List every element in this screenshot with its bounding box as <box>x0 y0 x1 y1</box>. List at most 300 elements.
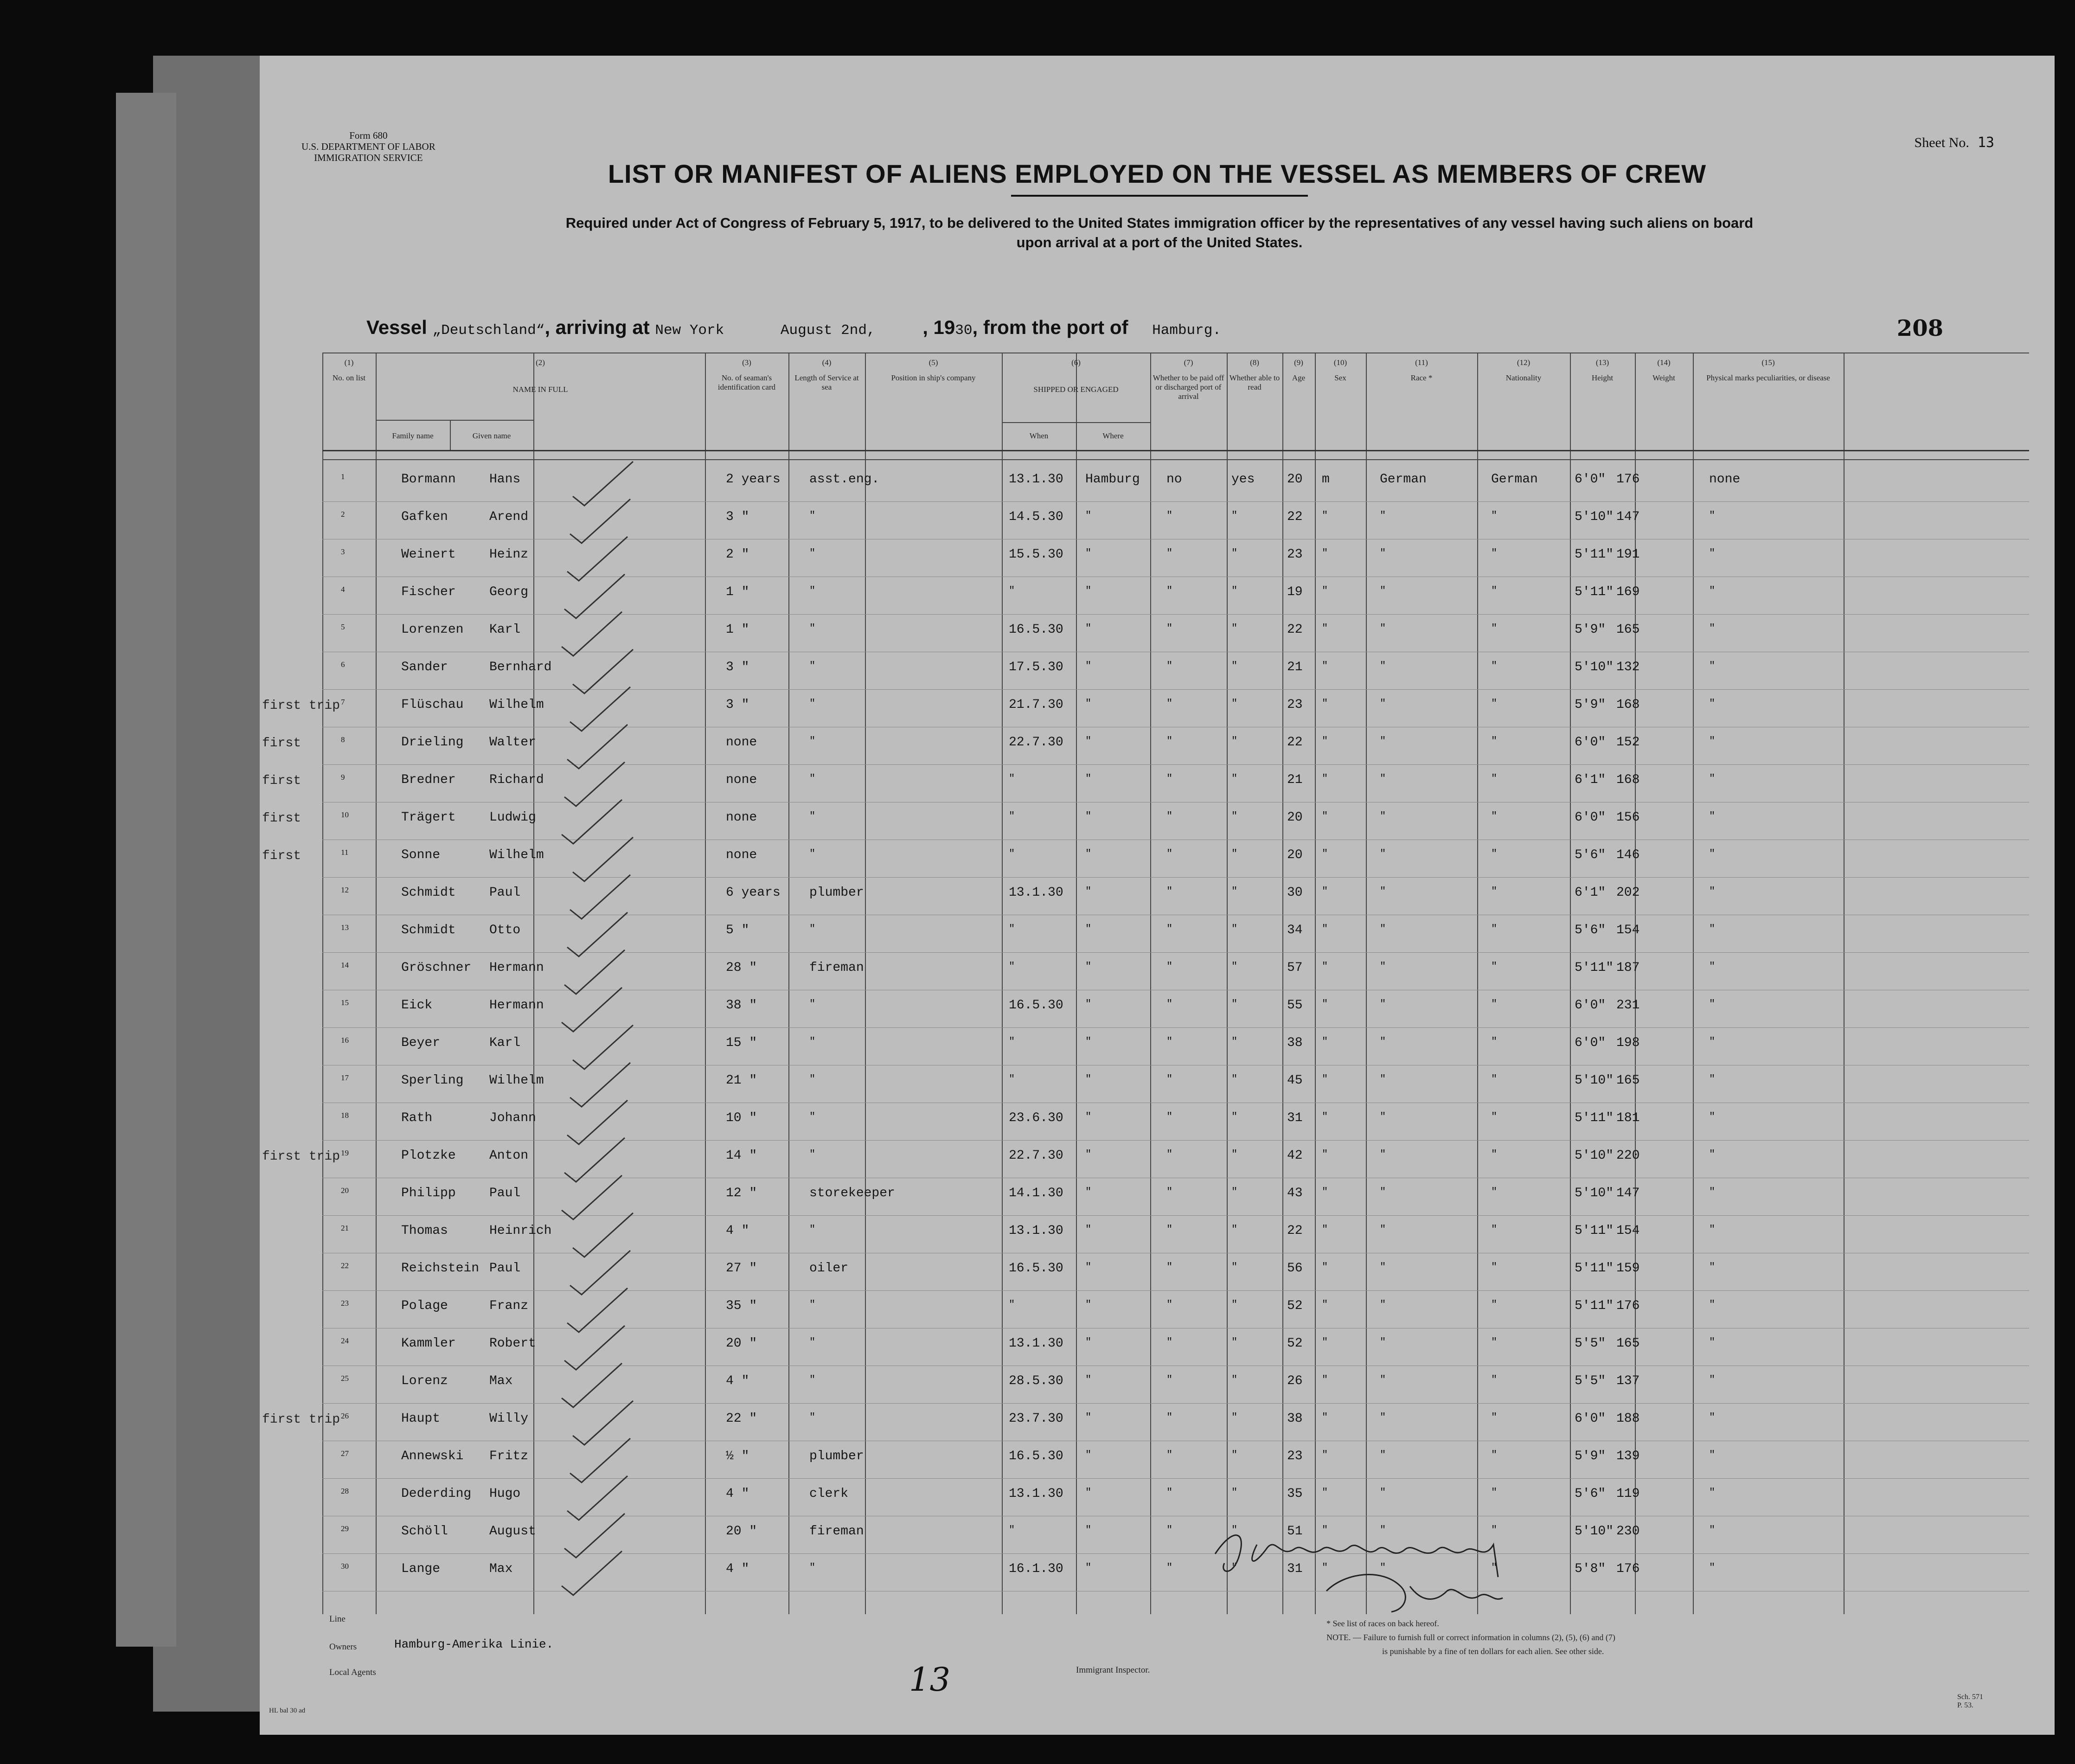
note-line-2: is punishable by a fine of ten dollars for each alien. See other side. <box>1382 1647 1604 1656</box>
cell-race: " <box>1380 698 1386 709</box>
schedule-code <box>1957 1693 1983 1710</box>
cell-position: " <box>809 923 816 935</box>
cell-given: Franz <box>489 1299 529 1313</box>
cell-marks: " <box>1709 810 1716 822</box>
cell-family: Trägert <box>401 810 456 825</box>
column-8-number: (8) <box>1250 358 1259 367</box>
cell-age: 21 <box>1287 773 1303 787</box>
cell-marks: " <box>1709 1562 1716 1573</box>
cell-no: 14 <box>341 961 349 969</box>
cell-height: 6'0" <box>1575 810 1606 825</box>
cell-age: 19 <box>1287 585 1303 599</box>
cell-family: Weinert <box>401 547 456 562</box>
cell-no: 27 <box>341 1449 349 1458</box>
cell-where: " <box>1085 773 1092 784</box>
cell-position: " <box>809 998 816 1010</box>
cell-weight: 165 <box>1616 622 1640 637</box>
cell-when: " <box>1009 961 1015 972</box>
cell-family: Bredner <box>401 773 456 787</box>
cell-age: 26 <box>1287 1374 1303 1388</box>
cell-sex: " <box>1322 923 1328 935</box>
cell-nationality: " <box>1491 510 1498 521</box>
cell-age: 43 <box>1287 1186 1303 1200</box>
cell-height: 6'0" <box>1575 998 1606 1013</box>
cell-marks: " <box>1709 1374 1716 1386</box>
cell-family: Gröschner <box>401 961 472 975</box>
cell-marks: " <box>1709 998 1716 1010</box>
cell-height: 5'10" <box>1575 660 1614 674</box>
cell-no: 3 <box>341 547 345 556</box>
cell-when: " <box>1009 1036 1015 1047</box>
cell-service: 4 " <box>726 1374 749 1388</box>
cell-race: " <box>1380 1299 1386 1310</box>
cell-marks: " <box>1709 547 1716 559</box>
arrival-date: August 2nd, <box>780 322 876 339</box>
cell-age: 51 <box>1287 1524 1303 1539</box>
cell-marks: " <box>1709 848 1716 860</box>
cell-paid: " <box>1166 1299 1173 1310</box>
cell-read: " <box>1231 735 1238 747</box>
cell-nationality: " <box>1491 735 1498 747</box>
schedule-line-1: Sch. 571 <box>1957 1693 1983 1701</box>
cell-position: " <box>809 735 816 747</box>
cell-age: 38 <box>1287 1411 1303 1426</box>
cell-position: " <box>809 1562 816 1573</box>
cell-marks: " <box>1709 660 1716 672</box>
cell-age: 22 <box>1287 1224 1303 1238</box>
column-divider <box>1570 353 1571 1614</box>
cell-marks: " <box>1709 1224 1716 1235</box>
cell-paid: " <box>1166 1073 1173 1085</box>
cell-sex: " <box>1322 1148 1328 1160</box>
arriving-label: , arriving at <box>544 316 650 338</box>
line-label: Line <box>329 1614 346 1624</box>
cell-height: 6'0" <box>1575 735 1606 750</box>
cell-paid: " <box>1166 1487 1173 1498</box>
cell-read: " <box>1231 1111 1238 1123</box>
column-divider <box>1227 353 1228 1614</box>
cell-no: 30 <box>341 1562 349 1571</box>
cell-marks: " <box>1709 1524 1716 1536</box>
cell-given: Heinrich <box>489 1224 552 1238</box>
margin-note: first <box>262 736 301 751</box>
cell-read: " <box>1231 698 1238 709</box>
year-prefix: , 19 <box>922 316 955 338</box>
margin-note: first <box>262 811 301 826</box>
cell-family: Schmidt <box>401 923 456 937</box>
cell-sex: " <box>1322 961 1328 972</box>
cell-service: 1 " <box>726 622 749 637</box>
cell-service: 27 " <box>726 1261 757 1276</box>
arriving-port: New York <box>655 322 724 339</box>
cell-read: " <box>1231 961 1238 972</box>
race-note: * See list of races on back hereof. <box>1326 1619 1439 1628</box>
cell-nationality: " <box>1491 1524 1498 1536</box>
cell-read: " <box>1231 810 1238 822</box>
cell-paid: " <box>1166 1562 1173 1573</box>
cell-service: none <box>726 848 757 862</box>
cell-nationality: " <box>1491 622 1498 634</box>
cell-height: 5'10" <box>1575 1524 1614 1539</box>
sheet-label: Sheet No. <box>1914 135 1969 150</box>
cell-where: " <box>1085 1562 1092 1573</box>
cell-sex: " <box>1322 998 1328 1010</box>
cell-height: 5'11" <box>1575 585 1614 599</box>
cell-given: Wilhelm <box>489 848 544 862</box>
cell-no: 25 <box>341 1374 349 1383</box>
owners-value: Hamburg-Amerika Linie. <box>394 1637 554 1651</box>
cell-weight: 147 <box>1616 510 1640 524</box>
cell-when: 16.5.30 <box>1009 998 1063 1013</box>
cell-height: 5'9" <box>1575 698 1606 712</box>
cell-no: 19 <box>341 1148 349 1157</box>
cell-marks: " <box>1709 1299 1716 1310</box>
cell-given: Max <box>489 1562 513 1576</box>
cell-family: Haupt <box>401 1411 441 1426</box>
column-7-label: Whether to be paid off or discharged port of arrival <box>1153 373 1224 401</box>
cell-where: " <box>1085 1449 1092 1461</box>
cell-sex: " <box>1322 698 1328 709</box>
cell-sex: " <box>1322 1562 1328 1573</box>
cell-nationality: " <box>1491 848 1498 860</box>
cell-where: " <box>1085 998 1092 1010</box>
cell-when: 21.7.30 <box>1009 698 1063 712</box>
column-14-number: (14) <box>1657 358 1671 367</box>
cell-height: 5'11" <box>1575 1111 1614 1125</box>
cell-race: " <box>1380 1036 1386 1047</box>
where-subheader: Where <box>1102 431 1124 440</box>
column-divider <box>1150 353 1151 1614</box>
cell-given: Wilhelm <box>489 1073 544 1088</box>
cell-position: " <box>809 547 816 559</box>
cell-family: Rath <box>401 1111 433 1125</box>
column-2-label: NAME IN FULL <box>512 385 568 394</box>
cell-service: 2 " <box>726 547 749 562</box>
margin-note: first trip <box>262 699 340 713</box>
cell-weight: 176 <box>1616 1299 1640 1313</box>
cell-height: 6'1" <box>1575 773 1606 787</box>
column-divider <box>533 353 534 1614</box>
cell-paid: " <box>1166 773 1173 784</box>
cell-family: Eick <box>401 998 433 1013</box>
column-1-label: No. on list <box>332 373 366 382</box>
cell-read: " <box>1231 1148 1238 1160</box>
cell-height: 5'8" <box>1575 1562 1606 1576</box>
cell-read: " <box>1231 1261 1238 1273</box>
cell-position: " <box>809 1036 816 1047</box>
column-divider <box>1693 353 1694 1614</box>
cell-age: 45 <box>1287 1073 1303 1088</box>
cell-sex: " <box>1322 622 1328 634</box>
cell-where: " <box>1085 510 1092 521</box>
cell-sex: " <box>1322 1487 1328 1498</box>
column-8-label: Whether able to read <box>1229 373 1280 391</box>
cell-given: Georg <box>489 585 529 599</box>
cell-service: 3 " <box>726 510 749 524</box>
cell-where: " <box>1085 923 1092 935</box>
cell-given: Arend <box>489 510 529 524</box>
cell-where: " <box>1085 1036 1092 1047</box>
cell-paid: " <box>1166 885 1173 897</box>
cell-family: Annewski <box>401 1449 464 1463</box>
cell-given: Fritz <box>489 1449 529 1463</box>
cell-read: " <box>1231 622 1238 634</box>
document-title: LIST OR MANIFEST OF ALIENS EMPLOYED ON THE VESSEL AS MEMBERS OF CREW <box>608 159 1707 188</box>
cell-position: clerk <box>809 1487 849 1501</box>
cell-read: " <box>1231 1411 1238 1423</box>
column-2-number: (2) <box>536 358 545 367</box>
cell-marks: " <box>1709 1148 1716 1160</box>
cell-marks: " <box>1709 1073 1716 1085</box>
cell-no: 21 <box>341 1224 349 1232</box>
cell-age: 31 <box>1287 1111 1303 1125</box>
cell-where: " <box>1085 1186 1092 1198</box>
cell-when: 23.6.30 <box>1009 1111 1063 1125</box>
cell-position: " <box>809 1336 816 1348</box>
cell-marks: " <box>1709 773 1716 784</box>
cell-no: 17 <box>341 1073 349 1082</box>
cell-weight: 188 <box>1616 1411 1640 1426</box>
cell-nationality: " <box>1491 1449 1498 1461</box>
cell-race: " <box>1380 998 1386 1010</box>
cell-when: " <box>1009 585 1015 597</box>
cell-weight: 132 <box>1616 660 1640 674</box>
cell-weight: 139 <box>1616 1449 1640 1463</box>
cell-family: Lange <box>401 1562 441 1576</box>
cell-marks: " <box>1709 698 1716 709</box>
column-6-number: (6) <box>1071 358 1081 367</box>
cell-age: 52 <box>1287 1299 1303 1313</box>
cell-position: oiler <box>809 1261 849 1276</box>
cell-height: 5'10" <box>1575 510 1614 524</box>
cell-no: 29 <box>341 1524 349 1533</box>
cell-weight: 168 <box>1616 698 1640 712</box>
column-divider <box>1282 353 1283 1614</box>
cell-weight: 159 <box>1616 1261 1640 1276</box>
column-5-number: (5) <box>929 358 938 367</box>
cell-family: Philipp <box>401 1186 456 1200</box>
cell-nationality: " <box>1491 1374 1498 1386</box>
manifest-sheet <box>260 56 2055 1735</box>
title-rule <box>1011 195 1308 197</box>
header-rule <box>322 450 2029 451</box>
cell-sex: " <box>1322 1449 1328 1461</box>
column-divider <box>1002 353 1003 1614</box>
cell-weight: 146 <box>1616 848 1640 862</box>
cell-where: " <box>1085 810 1092 822</box>
cell-where: " <box>1085 1261 1092 1273</box>
cell-marks: " <box>1709 1036 1716 1047</box>
when-subheader: When <box>1029 431 1049 440</box>
cell-race: " <box>1380 773 1386 784</box>
cell-age: 55 <box>1287 998 1303 1013</box>
cell-nationality: " <box>1491 773 1498 784</box>
subtitle-line-1: Required under Act of Congress of February 5, 1917, to be delivered to the United States immigration officer by the representatives of any vessel having such aliens on board <box>565 215 1754 231</box>
cell-read: " <box>1231 1374 1238 1386</box>
cell-weight: 176 <box>1616 1562 1640 1576</box>
cell-where: Hamburg <box>1085 472 1140 487</box>
cell-read: " <box>1231 885 1238 897</box>
cell-service: 4 " <box>726 1487 749 1501</box>
cell-when: 28.5.30 <box>1009 1374 1063 1388</box>
cell-nationality: " <box>1491 998 1498 1010</box>
cell-when: 16.5.30 <box>1009 622 1063 637</box>
cell-nationality: " <box>1491 1036 1498 1047</box>
column-11-label: Race * <box>1410 373 1433 382</box>
cell-no: 13 <box>341 923 349 932</box>
cell-where: " <box>1085 622 1092 634</box>
cell-no: 7 <box>341 698 345 706</box>
cell-race: " <box>1380 1261 1386 1273</box>
column-divider <box>376 353 377 1614</box>
cell-age: 21 <box>1287 660 1303 674</box>
stamp-number: 208 <box>1896 315 1943 341</box>
cell-weight: 137 <box>1616 1374 1640 1388</box>
cell-when: 13.1.30 <box>1009 1487 1063 1501</box>
cell-race: " <box>1380 1186 1386 1198</box>
cell-paid: " <box>1166 585 1173 597</box>
cell-weight: 198 <box>1616 1036 1640 1050</box>
column-divider <box>1315 353 1316 1614</box>
column-5-label: Position in ship's company <box>891 373 976 382</box>
cell-paid: " <box>1166 510 1173 521</box>
cell-nationality: " <box>1491 660 1498 672</box>
cell-family: Bormann <box>401 472 456 487</box>
cell-position: " <box>809 1411 816 1423</box>
cell-height: 5'10" <box>1575 1186 1614 1200</box>
cell-family: Schmidt <box>401 885 456 900</box>
cell-age: 52 <box>1287 1336 1303 1351</box>
cell-race: " <box>1380 1449 1386 1461</box>
cell-no: 6 <box>341 660 345 669</box>
cell-age: 42 <box>1287 1148 1303 1163</box>
cell-given: Paul <box>489 885 521 900</box>
cell-service: 21 " <box>726 1073 757 1088</box>
cell-no: 4 <box>341 585 345 594</box>
vessel-line <box>366 316 1221 339</box>
cell-weight: 231 <box>1616 998 1640 1013</box>
cell-paid: " <box>1166 622 1173 634</box>
cell-height: 6'0" <box>1575 1411 1606 1426</box>
cell-position: asst.eng. <box>809 472 880 487</box>
cell-where: " <box>1085 885 1092 897</box>
cell-marks: " <box>1709 961 1716 972</box>
cell-nationality: " <box>1491 1261 1498 1273</box>
cell-sex: " <box>1322 1299 1328 1310</box>
cell-no: 9 <box>341 773 345 782</box>
column-14-label: Weight <box>1652 373 1675 382</box>
cell-sex: " <box>1322 660 1328 672</box>
cell-service: 28 " <box>726 961 757 975</box>
cell-height: 5'11" <box>1575 1261 1614 1276</box>
cell-where: " <box>1085 660 1092 672</box>
cell-read: " <box>1231 1449 1238 1461</box>
form-number: Form 680 <box>349 130 388 141</box>
cell-race: " <box>1380 923 1386 935</box>
column-10-label: Sex <box>1334 373 1346 382</box>
cell-given: August <box>489 1524 536 1539</box>
cell-where: " <box>1085 1374 1092 1386</box>
cell-position: plumber <box>809 1449 864 1463</box>
cell-no: 26 <box>341 1411 349 1420</box>
cell-position: " <box>809 1073 816 1085</box>
cell-where: " <box>1085 585 1092 597</box>
given-subheader: Given name <box>472 431 511 440</box>
cell-service: 38 " <box>726 998 757 1013</box>
cell-position: fireman <box>809 1524 864 1539</box>
cell-given: Heinz <box>489 547 529 562</box>
cell-paid: " <box>1166 1224 1173 1235</box>
cell-race: " <box>1380 1374 1386 1386</box>
handwritten-page-number: 13 <box>909 1661 951 1699</box>
cell-position: fireman <box>809 961 864 975</box>
cell-age: 23 <box>1287 547 1303 562</box>
cell-given: Bernhard <box>489 660 552 674</box>
cell-given: Paul <box>489 1261 521 1276</box>
cell-family: Lorenzen <box>401 622 464 637</box>
cell-when: 16.5.30 <box>1009 1449 1063 1463</box>
cell-paid: " <box>1166 698 1173 709</box>
from-port: Hamburg. <box>1152 322 1221 339</box>
cell-nationality: " <box>1491 885 1498 897</box>
cell-age: 38 <box>1287 1036 1303 1050</box>
cell-position: " <box>809 1299 816 1310</box>
cell-when: 22.7.30 <box>1009 735 1063 750</box>
cell-sex: " <box>1322 547 1328 559</box>
cell-sex: " <box>1322 1186 1328 1198</box>
cell-race: " <box>1380 961 1386 972</box>
cell-service: none <box>726 735 757 750</box>
cell-weight: 176 <box>1616 472 1640 487</box>
cell-no: 20 <box>341 1186 349 1195</box>
cell-paid: " <box>1166 1186 1173 1198</box>
cell-read: " <box>1231 1224 1238 1235</box>
cell-no: 23 <box>341 1299 349 1308</box>
cell-service: 20 " <box>726 1336 757 1351</box>
cell-weight: 147 <box>1616 1186 1640 1200</box>
cell-age: 56 <box>1287 1261 1303 1276</box>
margin-note: first trip <box>262 1412 340 1427</box>
cell-read: " <box>1231 1073 1238 1085</box>
cell-when: " <box>1009 810 1015 822</box>
cell-service: none <box>726 773 757 787</box>
cell-given: Johann <box>489 1111 536 1125</box>
column-7-number: (7) <box>1184 358 1193 367</box>
cell-family: Gafken <box>401 510 448 524</box>
cell-paid: " <box>1166 810 1173 822</box>
cell-when: " <box>1009 848 1015 860</box>
column-divider <box>1366 353 1367 1614</box>
cell-no: 10 <box>341 810 349 819</box>
vessel-label: Vessel <box>366 316 427 338</box>
cell-sex: " <box>1322 1524 1328 1536</box>
cell-where: " <box>1085 1524 1092 1536</box>
column-11-number: (11) <box>1415 358 1428 367</box>
column-4-number: (4) <box>822 358 832 367</box>
cell-race: " <box>1380 1411 1386 1423</box>
column-divider <box>865 353 866 1614</box>
cell-age: 22 <box>1287 622 1303 637</box>
cell-service: 3 " <box>726 660 749 674</box>
cell-given: Paul <box>489 1186 521 1200</box>
cell-age: 34 <box>1287 923 1303 937</box>
cell-family: Lorenz <box>401 1374 448 1388</box>
cell-marks: " <box>1709 510 1716 521</box>
year-value: 30 <box>955 322 973 339</box>
cell-race: " <box>1380 1073 1386 1085</box>
schedule-line-2: P. 53. <box>1957 1701 1974 1709</box>
cell-height: 5'10" <box>1575 1073 1614 1088</box>
